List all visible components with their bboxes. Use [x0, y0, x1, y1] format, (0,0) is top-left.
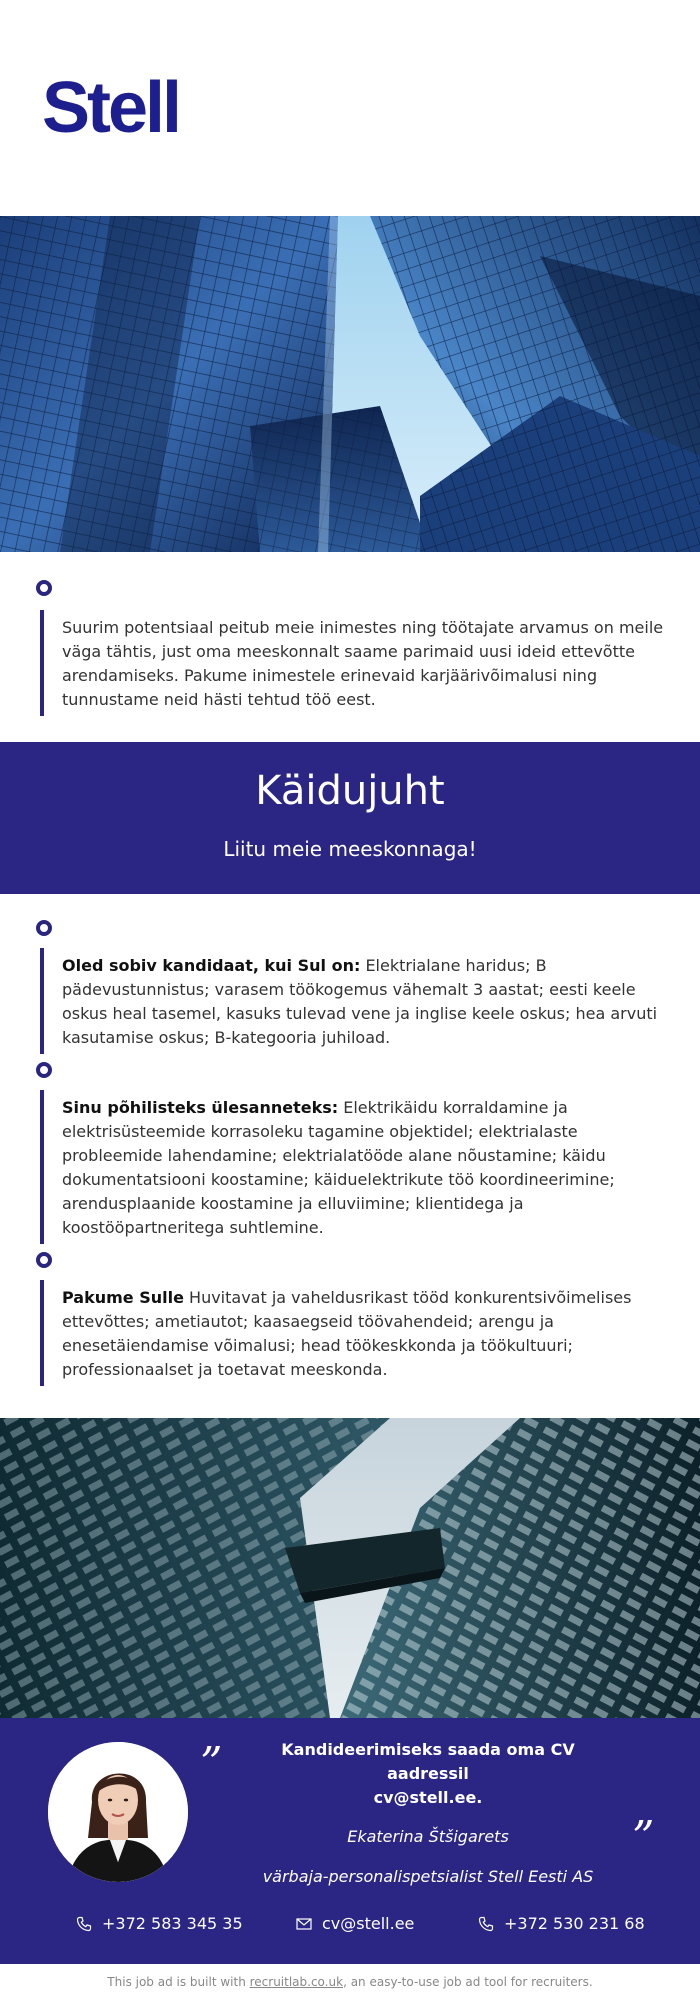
section-bullet-icon: [36, 1062, 52, 1078]
email-link[interactable]: [296, 1914, 414, 1933]
phone-number-1: +372 583 345 35: [102, 1914, 243, 1933]
mail-icon: [296, 1917, 312, 1931]
recruiter-role: värbaja-personalispetsialist Stell Eesti AS: [262, 1867, 594, 1886]
offer-text: Huvitavat ja vaheldusrikast tööd konkurentsivõimelises ettevõttes; ametiautot; kaasaegseid töövahendeid; arengu ja enesetäiendamise võimalusi; head töökeskkonda ja töökultuuri; professionaalset ja toetavat meeskonda.: [62, 1288, 632, 1379]
recruitlab-link[interactable]: recruitlab.co.uk: [249, 1975, 344, 1989]
requirements-block: [36, 920, 664, 1054]
section-bullet-icon: [36, 580, 52, 596]
footer: [0, 1964, 700, 2000]
recruiter-avatar: [48, 1742, 188, 1882]
duties-text-box: [40, 1090, 664, 1244]
job-subtitle: Liitu meie meeskonnaga!: [223, 837, 477, 861]
hero-image-skyscrapers: [0, 216, 700, 552]
duties-block: [36, 1062, 664, 1244]
phone-link-2[interactable]: [478, 1914, 645, 1933]
requirements-paragraph: [62, 948, 664, 1054]
intro-section: [0, 552, 700, 742]
duties-heading: Sinu põhilisteks ülesanneteks:: [62, 1098, 339, 1117]
duties-paragraph: [62, 1090, 664, 1244]
phone-icon: [478, 1916, 494, 1932]
apply-cta-line1: Kandideerimiseks saada oma CV aadressil: [281, 1740, 575, 1783]
quote-close-icon: ”: [632, 1812, 655, 1863]
offer-heading: Pakume Sulle: [62, 1288, 184, 1307]
phone-link-1[interactable]: [76, 1914, 243, 1933]
phone-icon: [76, 1916, 92, 1932]
hero-image-skybridge: [0, 1418, 700, 1718]
intro-quote: [40, 610, 664, 716]
header: [0, 0, 700, 216]
offer-text-box: [40, 1280, 664, 1386]
requirements-text-box: [40, 948, 664, 1054]
offer-paragraph: [62, 1280, 664, 1386]
job-details: [0, 894, 700, 1418]
apply-cta-line2: cv@stell.ee.: [373, 1788, 483, 1807]
duties-text: Elektrikäidu korraldamine ja elektrisüsteemide korrasoleku tagamine objektidel; elektrialaste probleemide lahendamine; elektrialatööde alane nõustamine; käidu dokumentatsiooni koostamine; käiduelektrikute töö koordineerimine; arendusplaanide koostamine ja elluviimine; klientidega ja koostööpartneritega suhtlemine.: [62, 1098, 615, 1237]
requirements-heading: Oled sobiv kandidaat, kui Sul on:: [62, 956, 361, 975]
recruiter-name: Ekaterina Štšigarets: [347, 1827, 509, 1846]
contact-section: [0, 1718, 700, 1964]
job-title: Käidujuht: [255, 768, 445, 814]
section-bullet-icon: [36, 1252, 52, 1268]
footer-suffix: , an easy-to-use job ad tool for recruiters.: [343, 1975, 593, 1989]
footer-prefix: This job ad is built with: [107, 1975, 250, 1989]
quote-open-icon: ”: [200, 1738, 223, 1789]
section-bullet-icon: [36, 920, 52, 936]
requirements-text: Elektrialane haridus; B pädevustunnistus; varasem töökogemus vähemalt 3 aastat; eesti keele oskus heal tasemel, kasuks tulevad vene ja inglise keele oskus; hea arvuti kasutamise oskus; B-kategooria juhiload.: [62, 956, 658, 1047]
stell-logo[interactable]: Stell: [42, 68, 180, 148]
job-title-band: [0, 742, 700, 894]
email-address: cv@stell.ee: [322, 1914, 415, 1933]
offer-block: [36, 1252, 664, 1386]
phone-number-2: +372 530 231 68: [504, 1914, 645, 1933]
contact-message: [240, 1738, 616, 1888]
intro-text: Suurim potentsiaal peitub meie inimestes ning töötajate arvamus on meile väga tähtis, just oma meeskonnalt saame parimaid uusi ideid ettevõtte arendamiseks. Pakume inimestele erinevaid karjäärivõimalusi ning tunnustame neid hästi tehtud töö eest.: [62, 618, 664, 709]
